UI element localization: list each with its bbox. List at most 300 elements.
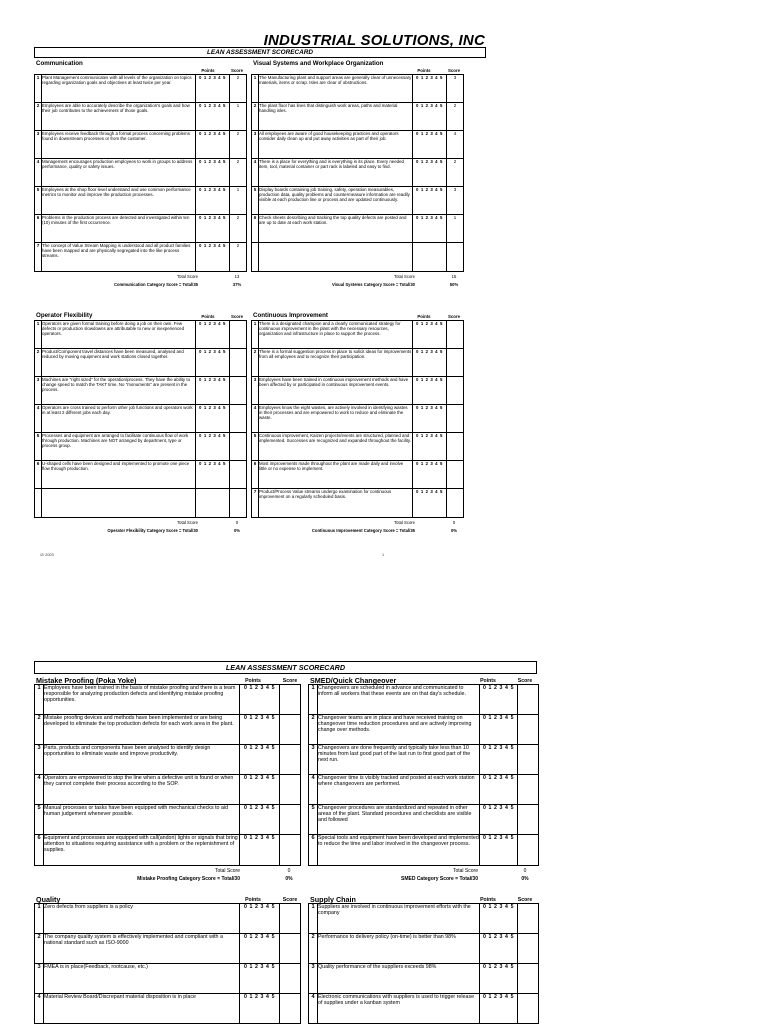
table-row [309, 994, 539, 1024]
company-name: INDUSTRIAL SOLUTIONS, INC [263, 32, 485, 49]
item-text: Machines are "right sized" for the operation/process. They have the ability to change speed to match the TAKT time. No "monuments" are present in the process. [42, 377, 196, 405]
table-row [35, 377, 247, 405]
mistake-total: 0 [287, 868, 291, 874]
points-scale[interactable]: 0 1 2 3 4 5 [240, 904, 280, 934]
table-row [252, 461, 464, 489]
table-row [252, 75, 464, 103]
points-header: Points [245, 897, 261, 903]
points-scale[interactable]: 0 1 2 3 4 5 [413, 377, 447, 405]
points-scale[interactable]: 0 1 2 3 4 5 [413, 433, 447, 461]
item-text: Special tools and equipment have been developed and implemented to reduce the time and labor involved in the changeover process. [318, 835, 480, 866]
points-scale[interactable]: 0 1 2 3 4 5 [480, 994, 518, 1024]
item-score[interactable] [518, 775, 539, 805]
points-scale[interactable]: 0 1 2 3 4 5 [413, 405, 447, 433]
visual-category-score: 50% [449, 282, 459, 287]
item-text: Operators are empowered to stop the line when a defective unit is found or when they cannot complete their process according to the SOP. [44, 775, 240, 805]
item-score[interactable] [280, 775, 301, 805]
table-row [35, 964, 301, 994]
item-score[interactable] [518, 934, 539, 964]
item-text: There is a designated champion and a clearly communicated strategy for continuous improvement in the plant with the necessary resources, organization and infrastructure in place to support the process. [259, 321, 413, 349]
points-scale[interactable]: 0 1 2 3 4 5 [196, 215, 230, 243]
table-row [252, 405, 464, 433]
points-scale[interactable]: 0 1 2 3 4 5 [240, 835, 280, 866]
item-text: Mistake proofing devices and methods have been implemented or are being developed to eliminate the top production defects for each work area in the plant. [44, 715, 240, 745]
footer-date: /2/ 2003 [40, 553, 54, 557]
points-scale[interactable]: 0 1 2 3 4 5 [196, 377, 230, 405]
points-header: Points [480, 897, 496, 903]
item-score[interactable] [280, 715, 301, 745]
item-score[interactable] [280, 904, 301, 934]
item-score[interactable]: 4 [447, 131, 464, 159]
item-number: 2 [309, 934, 318, 964]
visual-category-label: Visual Systems Category Score = Total/30 [331, 282, 415, 287]
item-text: Parts, products and components have been analysed to identify design opportunities to eliminate waste and improve productivity. [44, 745, 240, 775]
item-score[interactable] [447, 433, 464, 461]
operator-category-score: 0% [233, 528, 241, 533]
item-text: The Manufacturing plant and support areas are generally clear of unnecessary materials, items or scrap. Isles are clear of obstructions. [259, 75, 413, 103]
item-score[interactable] [280, 745, 301, 775]
item-number: 1 [309, 685, 318, 715]
points-scale[interactable]: 0 1 2 3 4 5 [196, 405, 230, 433]
table-row [35, 405, 247, 433]
item-text: Changeover time is visibly tracked and posted at each work station where changeovers are performed. [318, 775, 480, 805]
item-score[interactable]: 1 [230, 187, 247, 215]
operator-category-label: Operator Flexibility Category Score = Total/30 [107, 528, 198, 533]
points-scale[interactable]: 0 1 2 3 4 5 [413, 187, 447, 215]
item-score[interactable] [230, 433, 247, 461]
table-row [35, 433, 247, 461]
points-scale[interactable]: 0 1 2 3 4 5 [413, 159, 447, 187]
points-scale[interactable]: 0 1 2 3 4 5 [240, 934, 280, 964]
mistake-category-score: 0% [285, 876, 293, 882]
item-number: 5 [252, 433, 259, 461]
points-scale[interactable]: 0 1 2 3 4 5 [480, 745, 518, 775]
points-scale[interactable]: 0 1 2 3 4 5 [196, 321, 230, 349]
table-row [309, 904, 539, 934]
communication-category-score: 37% [232, 282, 242, 287]
item-score[interactable] [518, 715, 539, 745]
table-row [252, 321, 464, 349]
section-title-continuous-improvement: Continuous Improvement [253, 312, 328, 319]
table-row [35, 904, 301, 934]
section-title-smed: SMED/Quick Changeover [310, 676, 397, 685]
section-title-communication: Communication [36, 60, 83, 67]
item-score[interactable] [447, 405, 464, 433]
points-header: Points [480, 678, 496, 684]
table-row [252, 349, 464, 377]
points-scale[interactable]: 0 1 2 3 4 5 [196, 75, 230, 103]
score-header: Score [231, 68, 243, 73]
points-scale[interactable]: 0 1 2 3 4 5 [240, 964, 280, 994]
item-text: Electronic communications with suppliers is used to trigger release of supplies under a kanban system [318, 994, 480, 1024]
item-text: Changeovers are scheduled in advance and communicated to inform all workers that these events are on that day's schedule. [318, 685, 480, 715]
operator-total: 0 [235, 520, 239, 525]
empty-cell [413, 243, 447, 272]
item-text: Product/Component travel distances have been measured, analysed and reduced by moving equipment and work stations closed together. [42, 349, 196, 377]
points-scale[interactable]: 0 1 2 3 4 5 [196, 187, 230, 215]
item-number: 3 [35, 377, 42, 405]
points-scale[interactable]: 0 1 2 3 4 5 [480, 805, 518, 835]
communication-category-label: Communication Category Score = Total/35 [113, 282, 198, 287]
score-header: Score [517, 678, 533, 684]
item-number: 3 [252, 377, 259, 405]
item-number: 4 [309, 994, 318, 1024]
item-score[interactable] [518, 685, 539, 715]
item-number: 2 [309, 715, 318, 745]
points-header: Points [245, 678, 261, 684]
item-text: The company quality system is effectively implemented and compliant with a national standard such as ISO-9000 [44, 934, 240, 964]
table-row-empty [252, 243, 464, 272]
table-row [35, 934, 301, 964]
table-row [309, 835, 539, 866]
item-text: Processes and equipment are arranged to facilitate continuous flow of work through production. Machines are NOT arranged by department, type or process group. [42, 433, 196, 461]
item-text: The plant floor has lines that distinguish work areas, paths and material handling isles. [259, 103, 413, 131]
table-row [309, 964, 539, 994]
section-title-mistake-proofing: Mistake Proofing (Poka Yoke) [36, 676, 137, 685]
operator-flexibility-table [34, 320, 247, 518]
points-scale[interactable]: 0 1 2 3 4 5 [480, 964, 518, 994]
empty-cell [259, 243, 413, 272]
item-text: Check sheets describing and tracking the top quality defects are posted and are up to date at each work station. [259, 215, 413, 243]
communication-table [34, 74, 247, 272]
item-score[interactable] [518, 964, 539, 994]
item-text: Manual processes or tasks have been equipped with mechanical checks to aid human judgement whenever possible. [44, 805, 240, 835]
item-number: 2 [35, 103, 42, 131]
item-text: Performance to delivery policy (on-time) is better than 98% [318, 934, 480, 964]
item-number: 3 [35, 964, 44, 994]
item-score[interactable] [447, 377, 464, 405]
points-scale[interactable]: 0 1 2 3 4 5 [480, 934, 518, 964]
points-header: Points [417, 314, 431, 319]
points-scale[interactable]: 0 1 2 3 4 5 [240, 745, 280, 775]
table-row [309, 775, 539, 805]
item-score[interactable]: 2 [230, 131, 247, 159]
item-score[interactable] [230, 461, 247, 489]
item-score[interactable] [230, 377, 247, 405]
item-text: Suppliers are involved in continuous improvement efforts with the company [318, 904, 480, 934]
scorecard-title: LEAN ASSESSMENT SCORECARD [34, 47, 486, 58]
item-text: The concept of Value Stream Mapping is understood and all product families have been mapped and are physically segregated into the like process streams. [42, 243, 196, 272]
item-number: 1 [35, 685, 44, 715]
item-score[interactable] [280, 994, 301, 1024]
item-score[interactable] [280, 805, 301, 835]
table-row [35, 159, 247, 187]
item-score[interactable]: 1 [230, 103, 247, 131]
empty-cell [230, 489, 247, 518]
item-text: Equipment and processes are equipped with call(andon) lights or signals that bring attention to situations requiring assistance with a problem or the replenishment of supplies. [44, 835, 240, 866]
item-score[interactable] [280, 934, 301, 964]
smed-table [308, 684, 539, 866]
table-row [309, 745, 539, 775]
empty-cell [447, 243, 464, 272]
table-row [309, 715, 539, 745]
quality-table [34, 903, 301, 1024]
table-row [35, 349, 247, 377]
item-text: Changeover procedures are standardized and repeated in other areas of the plant. Standard procedures and checklists are visible and followed [318, 805, 480, 835]
item-number: 3 [252, 131, 259, 159]
score-header: Score [231, 314, 243, 319]
total-score-label: Total Score [452, 868, 478, 874]
smed-category-label: SMED Category Score = Total/30 [400, 876, 478, 882]
table-row [35, 715, 301, 745]
points-scale[interactable]: 0 1 2 3 4 5 [480, 775, 518, 805]
table-row [35, 461, 247, 489]
smed-category-score: 0% [521, 876, 529, 882]
points-header: Points [201, 68, 215, 73]
table-row [35, 103, 247, 131]
item-text: Employees at the shop floor level understand and use common performance metrics to monitor and improve the production processes. [42, 187, 196, 215]
points-scale[interactable]: 0 1 2 3 4 5 [413, 215, 447, 243]
total-score-label: Total Score [394, 520, 415, 525]
empty-cell [196, 489, 230, 518]
item-score[interactable]: 3 [447, 75, 464, 103]
item-text: Display boards containing job training, safety, operation measurables, production data, quality problems and countermeasure information are readily visible at each production line or process and are updated continuously. [259, 187, 413, 215]
item-text: Operators are cross trained to perform other job functions and operators work in at least 2 different jobs each day. [42, 405, 196, 433]
table-row [309, 685, 539, 715]
points-header: Points [417, 68, 431, 73]
item-text: Material Review Board/Discrepant material disposition is in place [44, 994, 240, 1024]
item-number: 3 [35, 131, 42, 159]
table-row [252, 103, 464, 131]
table-row [252, 489, 464, 518]
item-number: 2 [35, 934, 44, 964]
item-score[interactable] [447, 321, 464, 349]
item-number: 5 [252, 187, 259, 215]
empty-cell [42, 489, 196, 518]
item-score[interactable] [518, 835, 539, 866]
continuous-category-label: Continuous Improvement Category Score = Total/35 [311, 528, 415, 533]
item-text: Operators are given formal training before doing a job on their own. Few defects or production slowdowns are attributable to new or inexperienced operators. [42, 321, 196, 349]
item-number: 6 [252, 215, 259, 243]
item-number: 5 [35, 187, 42, 215]
item-number: 3 [309, 745, 318, 775]
score-header: Score [517, 897, 533, 903]
item-score[interactable] [230, 321, 247, 349]
points-scale[interactable]: 0 1 2 3 4 5 [413, 321, 447, 349]
item-text: U-shaped cells have been designed and implemented to promote one piece flow through production. [42, 461, 196, 489]
table-row-empty [35, 489, 247, 518]
table-row [252, 215, 464, 243]
item-number: 1 [309, 904, 318, 934]
table-row [35, 187, 247, 215]
item-score[interactable]: 3 [447, 187, 464, 215]
table-row [252, 433, 464, 461]
item-score[interactable] [280, 685, 301, 715]
item-number: 1 [35, 321, 42, 349]
points-header: Points [201, 314, 215, 319]
points-scale[interactable]: 0 1 2 3 4 5 [196, 103, 230, 131]
table-row [35, 131, 247, 159]
points-scale[interactable]: 0 1 2 3 4 5 [196, 243, 230, 272]
points-scale[interactable]: 0 1 2 3 4 5 [413, 461, 447, 489]
item-score[interactable] [230, 349, 247, 377]
table-row [35, 321, 247, 349]
item-number: 5 [35, 433, 42, 461]
item-number: 4 [35, 405, 42, 433]
section-title-operator-flexibility: Operator Flexibility [36, 312, 93, 319]
item-number: 6 [35, 461, 42, 489]
table-row [35, 994, 301, 1024]
score-header: Score [282, 897, 298, 903]
item-score[interactable] [230, 405, 247, 433]
item-text: Problems in the production process are detected and investigated within ten (10) minutes of the first occurrence. [42, 215, 196, 243]
item-score[interactable] [518, 994, 539, 1024]
item-score[interactable] [447, 489, 464, 518]
item-score[interactable]: 2 [230, 75, 247, 103]
total-score-label: Total Score [177, 274, 198, 279]
item-text: Employees know the eight wastes, are actively involved in identifying wastes in their processes and are empowered to work to reduce and eliminate the waste. [259, 405, 413, 433]
visual-systems-table [251, 74, 464, 272]
item-number: 4 [309, 775, 318, 805]
points-scale[interactable]: 0 1 2 3 4 5 [480, 715, 518, 745]
points-scale[interactable]: 0 1 2 3 4 5 [480, 904, 518, 934]
points-scale[interactable]: 0 1 2 3 4 5 [196, 349, 230, 377]
table-row [309, 934, 539, 964]
visual-total: 15 [451, 274, 457, 279]
item-score[interactable] [518, 904, 539, 934]
item-number: 3 [35, 745, 44, 775]
communication-total: 13 [234, 274, 240, 279]
item-score[interactable]: 2 [447, 159, 464, 187]
points-scale[interactable]: 0 1 2 3 4 5 [480, 685, 518, 715]
points-scale[interactable]: 0 1 2 3 4 5 [240, 775, 280, 805]
table-row [252, 377, 464, 405]
points-scale[interactable]: 0 1 2 3 4 5 [196, 461, 230, 489]
item-score[interactable] [280, 835, 301, 866]
points-scale[interactable]: 0 1 2 3 4 5 [240, 805, 280, 835]
points-scale[interactable]: 0 1 2 3 4 5 [413, 349, 447, 377]
item-number: 4 [252, 405, 259, 433]
points-scale[interactable]: 0 1 2 3 4 5 [240, 685, 280, 715]
item-text: Employees are able to accurately describe the organization's goals and how their job contributes to the achievement of those goals. [42, 103, 196, 131]
supply-chain-table [308, 903, 539, 1024]
item-number: 3 [309, 964, 318, 994]
item-score[interactable]: 1 [447, 215, 464, 243]
item-number: 2 [35, 715, 44, 745]
item-number: 6 [35, 215, 42, 243]
item-number: 1 [252, 75, 259, 103]
item-score[interactable] [518, 745, 539, 775]
points-scale[interactable]: 0 1 2 3 4 5 [240, 715, 280, 745]
table-row [35, 215, 247, 243]
item-text: Quality performance of the suppliers exceeds 98% [318, 964, 480, 994]
scorecard-title: LEAN ASSESSMENT SCORECARD [34, 661, 537, 674]
item-number: 6 [252, 461, 259, 489]
table-row [35, 835, 301, 866]
item-number: 6 [309, 835, 318, 866]
item-number: 2 [35, 349, 42, 377]
item-number: 7 [35, 243, 42, 272]
mistake-category-label: Mistake Proofing Category Score = Total/30 [137, 876, 240, 882]
item-score[interactable] [447, 349, 464, 377]
item-text: FMEA is in place(Feedback, rootcause, etc.) [44, 964, 240, 994]
score-header: Score [448, 314, 460, 319]
item-score[interactable] [518, 805, 539, 835]
item-score[interactable] [447, 461, 464, 489]
item-number: 1 [252, 321, 259, 349]
item-number: 2 [252, 103, 259, 131]
continuous-improvement-table [251, 320, 464, 518]
item-number: 1 [35, 904, 44, 934]
item-number: 5 [309, 805, 318, 835]
item-text: Changeover teams are in place and have received training on changeover time reduction procedures and are actively improving change over methods. [318, 715, 480, 745]
table-row [35, 685, 301, 715]
item-number: 4 [35, 775, 44, 805]
section-title-visual-systems: Visual Systems and Workplace Organization [253, 60, 384, 67]
item-number: 4 [252, 159, 259, 187]
item-text: There is a place for everything and is everything in its place. Every needed item, tool, material container or part rack is labeled and easy to find. [259, 159, 413, 187]
total-score-label: Total Score [177, 520, 198, 525]
item-number: 6 [35, 835, 44, 866]
total-score-label: Total Score [214, 868, 240, 874]
table-row [35, 243, 247, 272]
continuous-category-score: 0% [450, 528, 458, 533]
points-scale[interactable]: 0 1 2 3 4 5 [196, 433, 230, 461]
smed-total: 0 [523, 868, 527, 874]
table-row [35, 805, 301, 835]
footer-page-number: 1 [382, 553, 385, 557]
item-number: 5 [35, 805, 44, 835]
item-number: 4 [35, 994, 44, 1024]
item-score[interactable]: 2 [230, 243, 247, 272]
item-text: Changeovers are done frequently and typically take less than 10 minutes from last good part of the last run to first good part of the next run. [318, 745, 480, 775]
table-row [35, 75, 247, 103]
item-score[interactable] [280, 964, 301, 994]
item-text: Plant Management communicates with all levels of the organization on topics regarding organization goals and objectives at least twice per year. [42, 75, 196, 103]
table-row [252, 159, 464, 187]
item-text: Employees receive feedback through a formal process concerning problems found in downstream processes or from the customer. [42, 131, 196, 159]
item-text: Product/Process Value streams undergo examination for continuous improvement on a regularly scheduled basis. [259, 489, 413, 518]
points-scale[interactable]: 0 1 2 3 4 5 [413, 489, 447, 518]
item-text: Employees have been trained in continuous improvement methods and have been affected by or participated in continuous improvement events. [259, 377, 413, 405]
item-text: Continuous improvement, Kaizen projects/events are structured, planned and implemented. Successes are recognized and expanded throughout the facility. [259, 433, 413, 461]
score-header: Score [282, 678, 298, 684]
points-scale[interactable]: 0 1 2 3 4 5 [413, 103, 447, 131]
section-title-supply-chain: Supply Chain [310, 895, 356, 904]
item-score[interactable]: 2 [230, 159, 247, 187]
item-text: Employees have been trained in the basis of mistake proofing and there is a team responsible for analyzing production defects and identifying mistake proofing opportunities. [44, 685, 240, 715]
empty-cell [35, 489, 42, 518]
table-row [252, 131, 464, 159]
item-text: All employees are aware of good housekeeping practices and operators consider daily clean up and put away activities as part of their job. [259, 131, 413, 159]
item-number: 1 [35, 75, 42, 103]
item-number: 7 [252, 489, 259, 518]
continuous-total: 0 [452, 520, 456, 525]
table-row [252, 187, 464, 215]
item-text: Zero defects from suppliers is a policy [44, 904, 240, 934]
points-scale[interactable]: 0 1 2 3 4 5 [240, 994, 280, 1024]
empty-cell [252, 243, 259, 272]
item-text: Management encourages production employees to work in groups to address performance, quality or safety issues. [42, 159, 196, 187]
item-number: 4 [35, 159, 42, 187]
item-number: 2 [252, 349, 259, 377]
table-row [309, 805, 539, 835]
table-row [35, 745, 301, 775]
mistake-proofing-table [34, 684, 301, 866]
points-scale[interactable]: 0 1 2 3 4 5 [413, 75, 447, 103]
item-score[interactable]: 2 [447, 103, 464, 131]
total-score-label: Total Score [394, 274, 415, 279]
section-title-quality: Quality [36, 895, 61, 904]
points-scale[interactable]: 0 1 2 3 4 5 [196, 159, 230, 187]
item-score[interactable]: 2 [230, 215, 247, 243]
points-scale[interactable]: 0 1 2 3 4 5 [196, 131, 230, 159]
points-scale[interactable]: 0 1 2 3 4 5 [413, 131, 447, 159]
item-text: Most improvements made throughout the plant are made daily and involve little or no expense to implement. [259, 461, 413, 489]
item-text: There is a formal suggestion process in place to solicit ideas for improvements from all employees and to recognize their participation. [259, 349, 413, 377]
table-row [35, 775, 301, 805]
points-scale[interactable]: 0 1 2 3 4 5 [480, 835, 518, 866]
